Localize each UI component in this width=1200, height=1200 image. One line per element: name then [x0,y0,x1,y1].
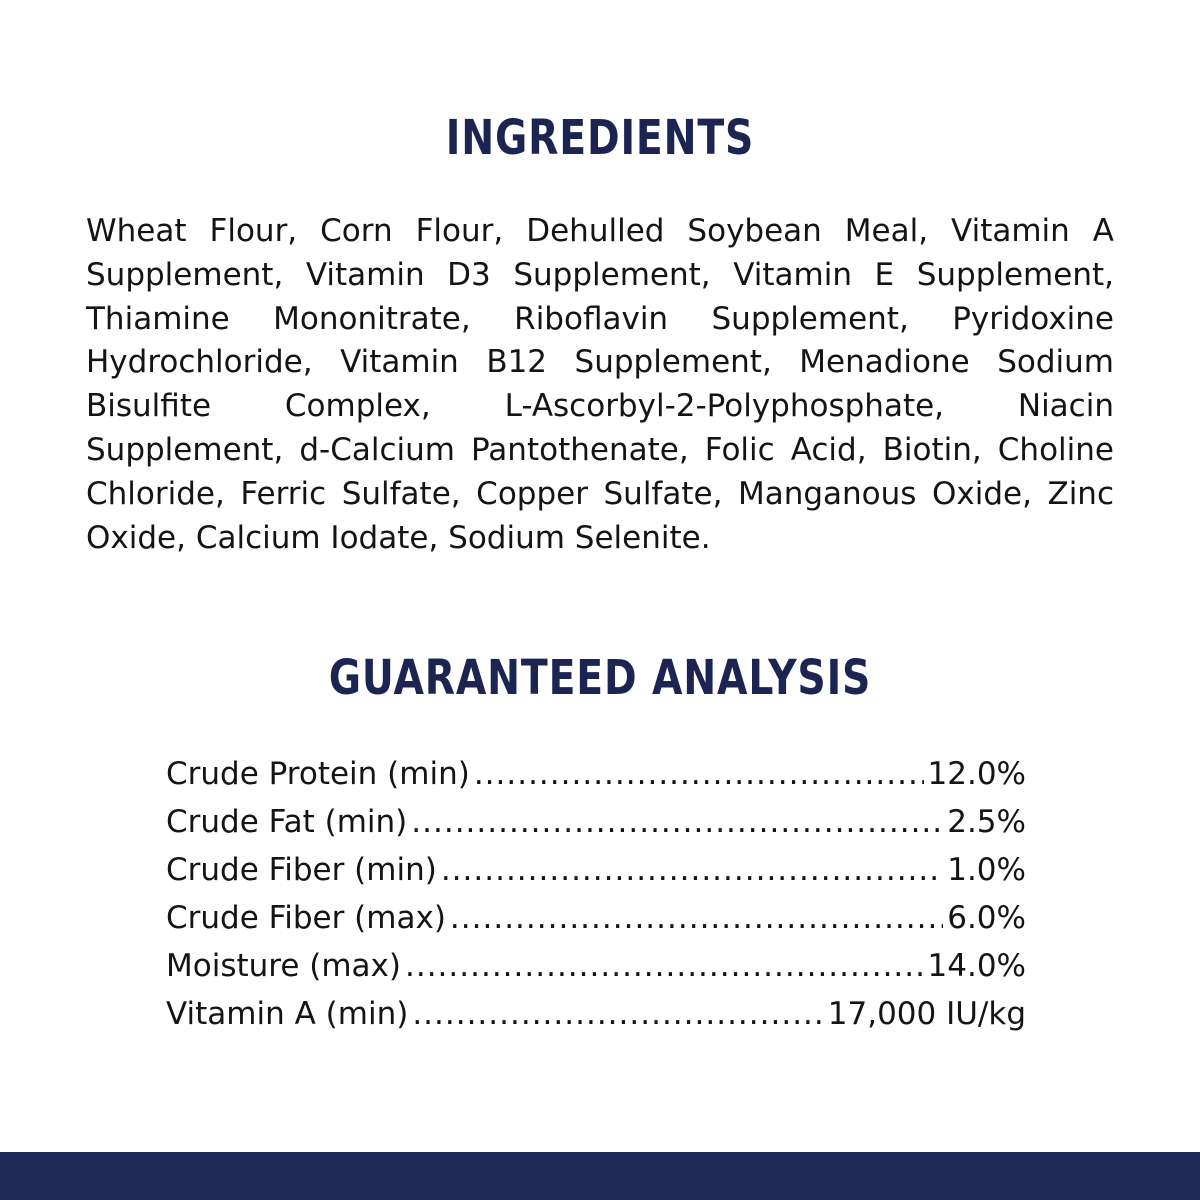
analysis-value: 6.0% [947,900,1026,936]
footer-band [0,1152,1200,1200]
analysis-row-moisture [166,942,1026,990]
analysis-table [166,750,1026,1038]
analysis-row-crude-fat [166,798,1026,846]
leader-dots [441,846,943,894]
analysis-value: 17,000 IU/kg [827,996,1026,1032]
leader-dots [474,750,924,798]
guaranteed-analysis-heading: GUARANTEED ANALYSIS [328,650,872,706]
leader-dots [405,942,924,990]
ingredients-heading: INGREDIENTS [445,110,755,166]
analysis-value: 14.0% [927,948,1026,984]
leader-dots [412,990,823,1038]
analysis-row-crude-fiber-min [166,846,1026,894]
analysis-label: Moisture (max) [166,948,401,984]
ingredients-list: Wheat Flour, Corn Flour, Dehulled Soybean Meal, Vitamin A Supplement, Vitamin D3 Supplement, Vitamin E Supplement, Thiamine Mononitrate, Riboflavin Supplement, Pyridoxine Hydrochloride, Vitamin B12 Supplement, Menadione Sodium Bisulfite Complex, L-Ascorbyl-2-Polyphosphate, Niacin Supplement, d-Calcium Pantothenate, Folic Acid, Biotin, Choline Chloride, Ferric Sulfate, Copper Sulfate, Manganous Oxide, Zinc Oxide, Calcium Iodate, Sodium Selenite. [86,213,1114,556]
analysis-label: Crude Fat (min) [166,804,408,840]
analysis-label: Crude Protein (min) [166,756,470,792]
leader-dots [450,894,943,942]
leader-dots [411,798,943,846]
analysis-label: Crude Fiber (min) [166,852,437,888]
analysis-label: Vitamin A (min) [166,996,409,1032]
analysis-label: Crude Fiber (max) [166,900,446,936]
analysis-value: 12.0% [927,756,1026,792]
analysis-value: 1.0% [947,852,1026,888]
analysis-row-crude-protein [166,750,1026,798]
analysis-row-crude-fiber-max [166,894,1026,942]
analysis-row-vitamin-a [166,990,1026,1038]
analysis-value: 2.5% [947,804,1026,840]
